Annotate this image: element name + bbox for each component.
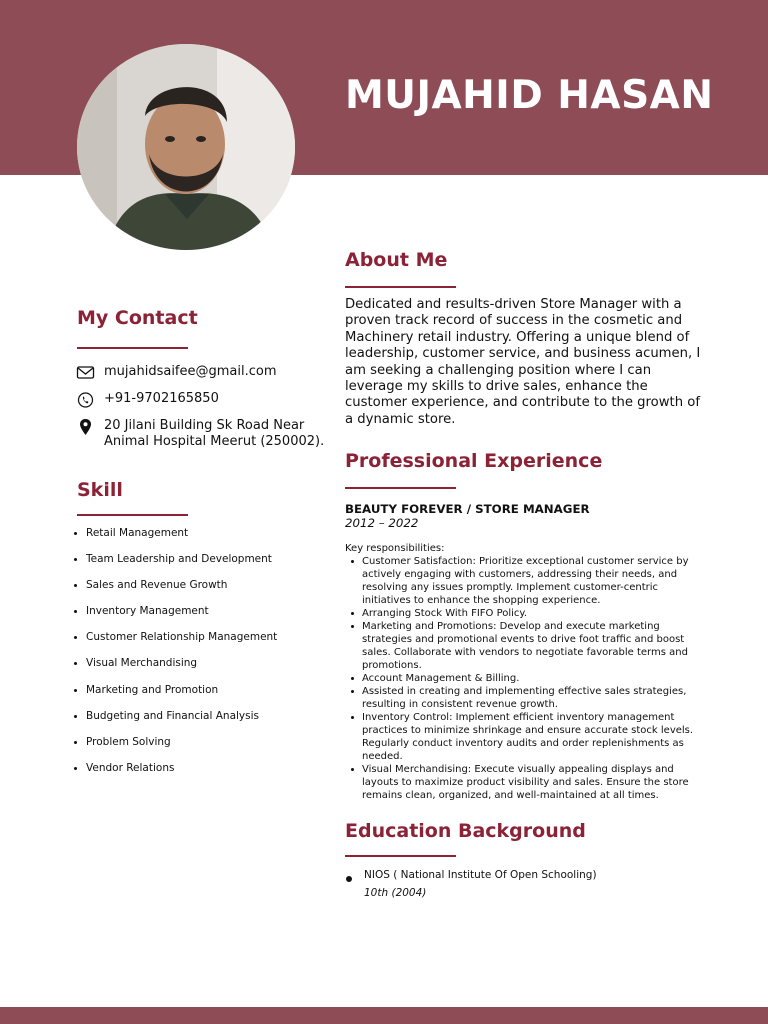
about-text: Dedicated and results-driven Store Manager with a proven track record of success in the cosmetic and Machinery retail industry. Offering a unique blend of leadership, customer service, and business acumen, I am seeking a challenging position where I can leverage my skills to drive sales, enhance the customer experience, and contribute to the growth of a dynamic store. bbox=[345, 297, 701, 427]
skill-item: Marketing and Promotion bbox=[72, 679, 322, 705]
responsibilities-list bbox=[345, 555, 705, 802]
about-divider bbox=[345, 286, 456, 288]
experience-divider bbox=[345, 487, 456, 489]
skill-item: Visual Merchandising bbox=[72, 652, 322, 678]
contact-email[interactable]: mujahidsaifee@gmail.com bbox=[104, 364, 277, 379]
contact-section-title: My Contact bbox=[77, 307, 198, 329]
contact-email-row bbox=[76, 364, 332, 382]
skill-list bbox=[72, 522, 322, 783]
contact-address: 20 Jilani Building Sk Road Near Animal Hospital Meerut (250002). bbox=[104, 418, 325, 449]
responsibility-item: Arranging Stock With FIFO Policy. bbox=[345, 607, 705, 620]
job-title: BEAUTY FOREVER / STORE MANAGER bbox=[345, 502, 590, 516]
skill-divider bbox=[77, 514, 188, 516]
education-section-title: Education Background bbox=[345, 820, 586, 842]
responsibilities-label: Key responsibilities: bbox=[345, 543, 445, 554]
education-divider bbox=[345, 855, 456, 857]
phone-icon bbox=[76, 391, 96, 409]
about-section-title: About Me bbox=[345, 249, 448, 271]
skill-item: Customer Relationship Management bbox=[72, 626, 322, 652]
education-bullet bbox=[346, 876, 352, 882]
skill-item: Team Leadership and Development bbox=[72, 548, 322, 574]
contact-phone-row bbox=[76, 391, 332, 409]
job-dates: 2012 – 2022 bbox=[345, 516, 419, 530]
contact-address-row bbox=[76, 418, 332, 450]
skill-item: Sales and Revenue Growth bbox=[72, 574, 322, 600]
education-school: NIOS ( National Institute Of Open Schooling) bbox=[364, 869, 597, 881]
responsibility-item: Marketing and Promotions: Develop and execute marketing strategies and promotional events to drive foot traffic and boost sales. Collaborate with vendors to negotiate favorable terms and promotions. bbox=[345, 620, 705, 672]
skill-item: Problem Solving bbox=[72, 731, 322, 757]
mail-icon bbox=[76, 364, 96, 382]
responsibility-item: Customer Satisfaction: Prioritize exceptional customer service by actively engaging with customers, addressing their needs, and resolving any issues promptly. Implement customer-centric initiatives to enhance the shopping experience. bbox=[345, 555, 705, 607]
experience-section-title: Professional Experience bbox=[345, 450, 603, 472]
skill-section-title: Skill bbox=[77, 479, 123, 501]
skill-item: Budgeting and Financial Analysis bbox=[72, 705, 322, 731]
footer-bar bbox=[0, 1007, 768, 1024]
education-year: 10th (2004) bbox=[364, 887, 427, 899]
candidate-name: MUJAHID HASAN bbox=[345, 73, 714, 118]
responsibility-item: Account Management & Billing. bbox=[345, 672, 705, 685]
responsibility-item: Visual Merchandising: Execute visually appealing displays and layouts to maximize product visibility and sales. Ensure the store remains clean, organized, and well-maintained at all times. bbox=[345, 763, 705, 802]
location-pin-icon bbox=[76, 418, 96, 436]
profile-photo bbox=[77, 44, 295, 250]
contact-phone[interactable]: +91-9702165850 bbox=[104, 391, 219, 406]
responsibility-item: Assisted in creating and implementing effective sales strategies, resulting in consistent revenue growth. bbox=[345, 685, 705, 711]
skill-item: Vendor Relations bbox=[72, 757, 322, 783]
contact-divider bbox=[77, 347, 188, 349]
skill-item: Retail Management bbox=[72, 522, 322, 548]
skill-item: Inventory Management bbox=[72, 600, 322, 626]
responsibility-item: Inventory Control: Implement efficient inventory management practices to minimize shrinkage and ensure accurate stock levels. Regularly conduct inventory audits and order replenishments as needed. bbox=[345, 711, 705, 763]
